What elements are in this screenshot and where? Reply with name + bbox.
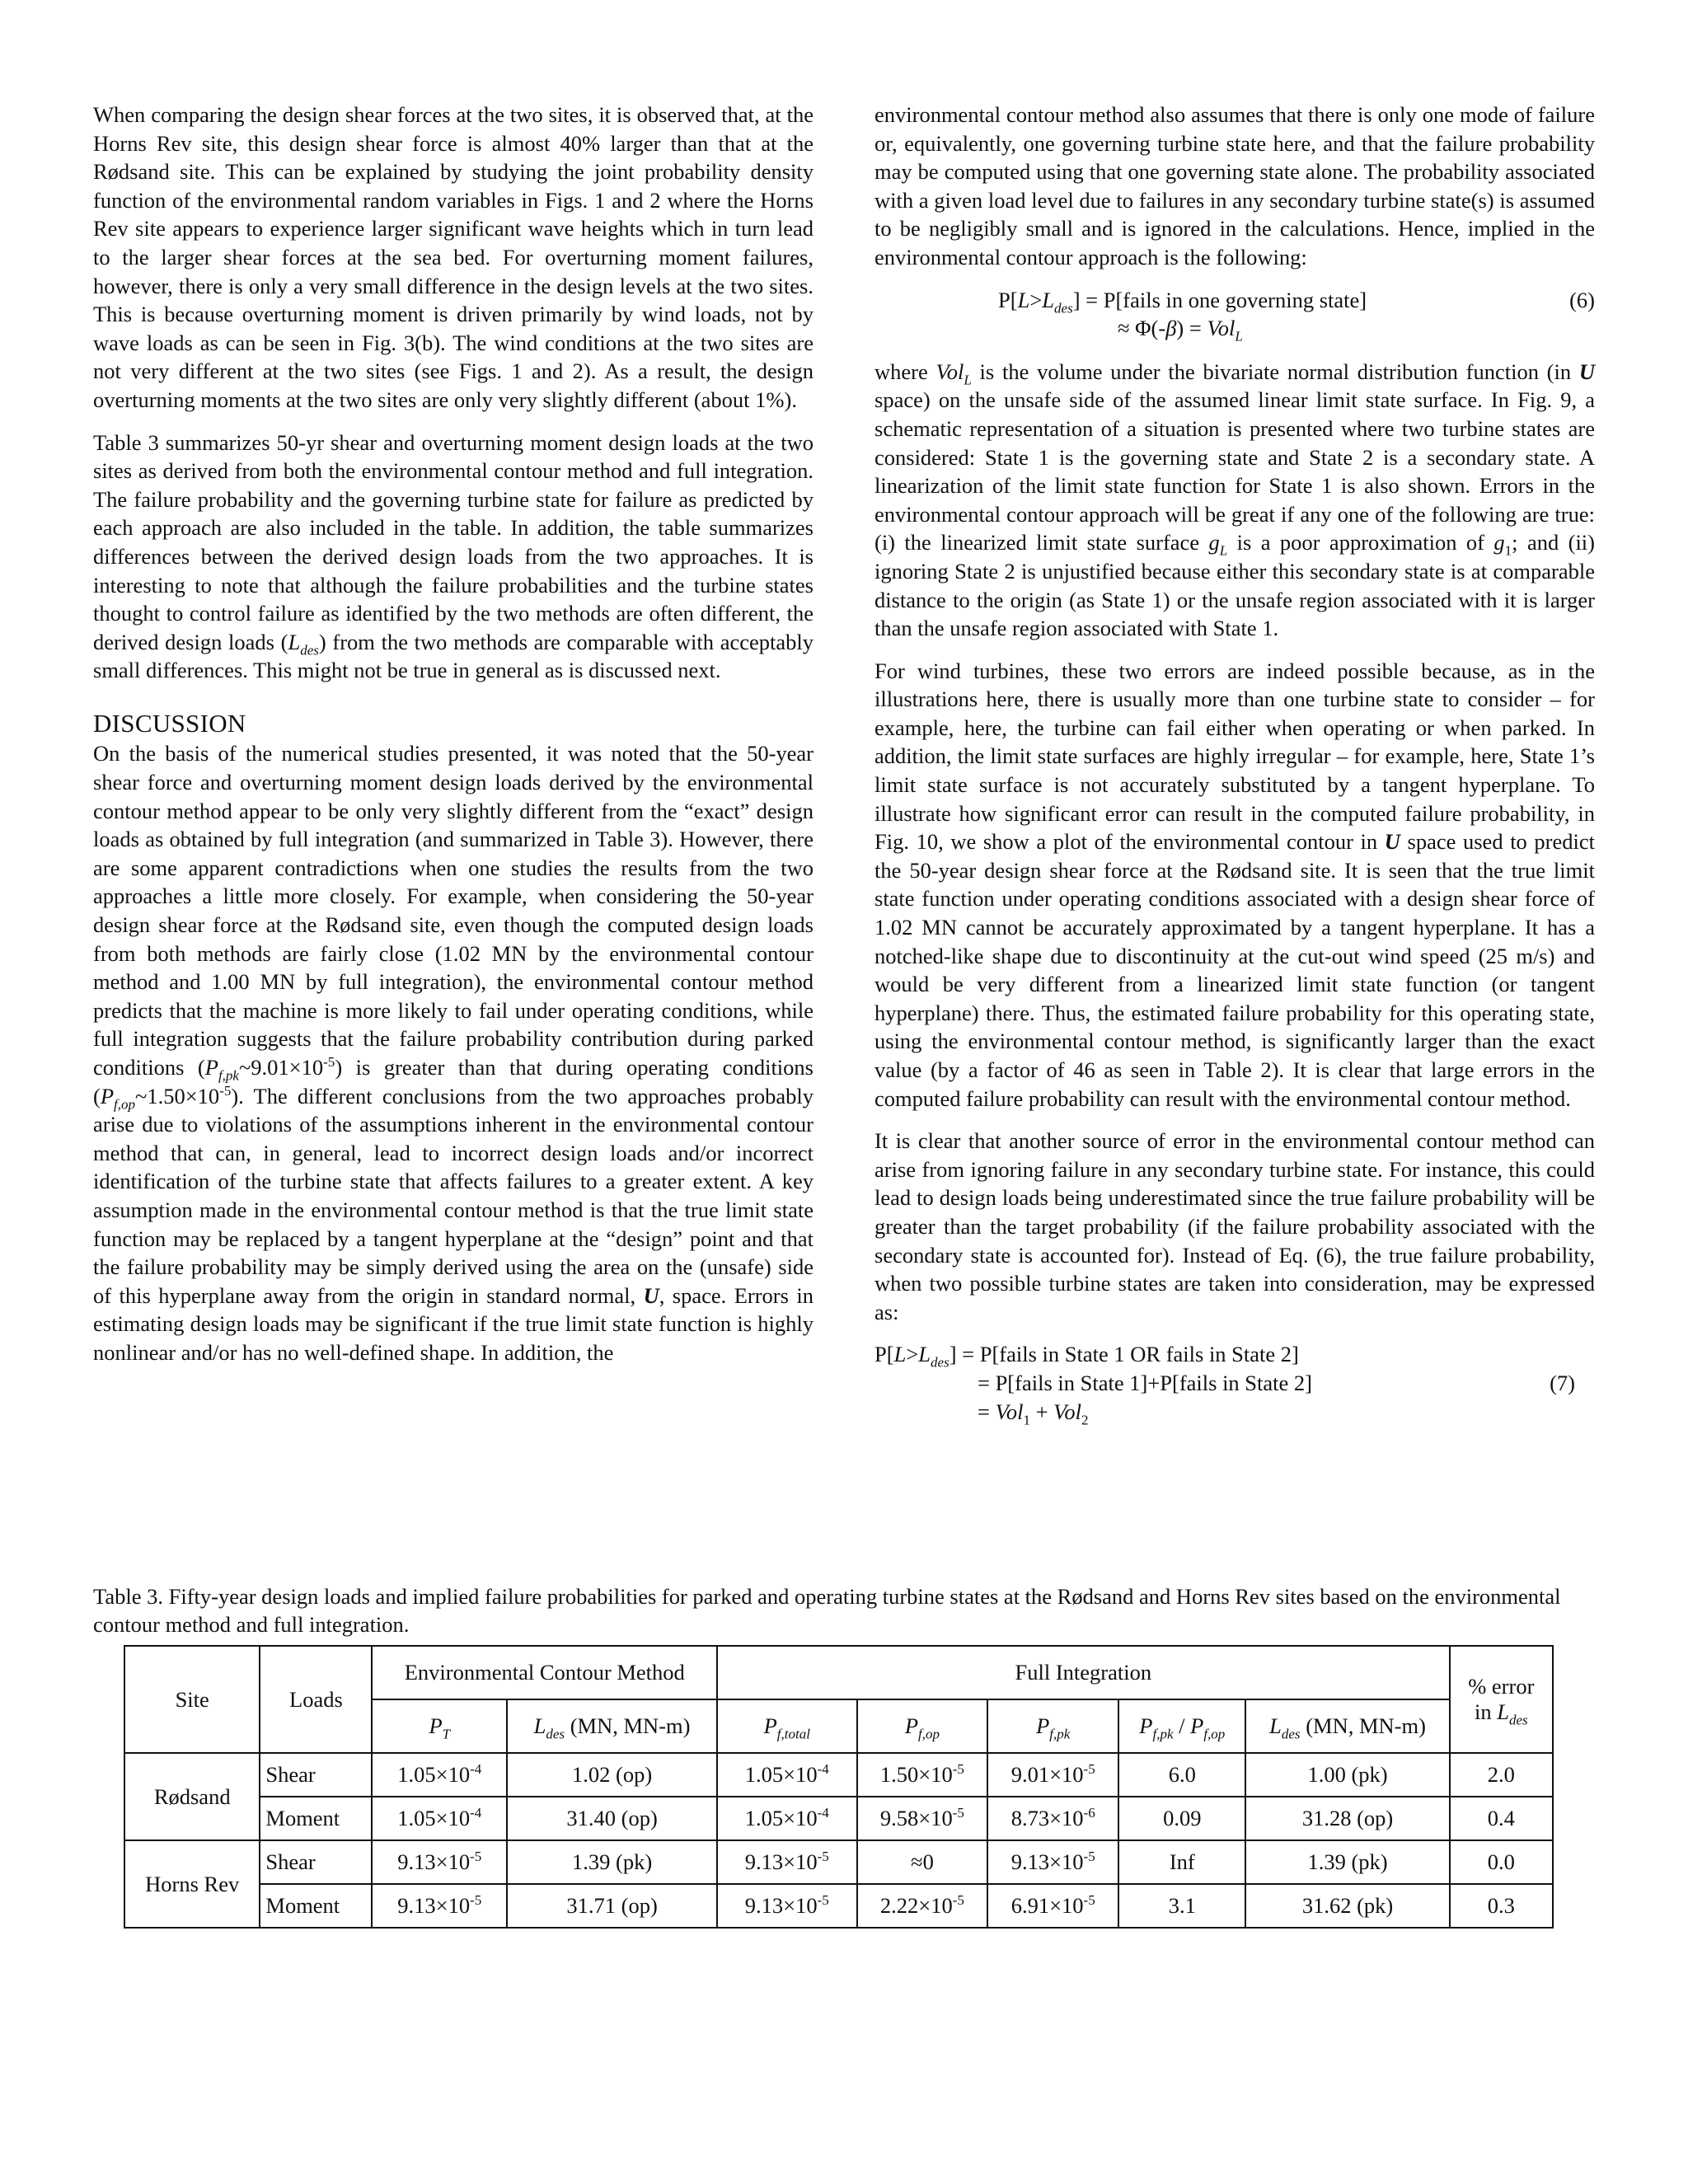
cell-pf-op: $1.50\times 10^{-5}$: [857, 1753, 988, 1797]
cell-error: 0.0: [1450, 1840, 1553, 1884]
cell-pf-total: $1.05\times 10^{-4}$: [717, 1797, 857, 1840]
cell-load: Moment: [260, 1797, 372, 1840]
cell-pf-total: $9.13\times 10^{-5}$: [717, 1884, 857, 1928]
table-header-row: [124, 1646, 1553, 1699]
header-ldes-ecm: $L_{des}$ (MN, MN-m): [507, 1699, 717, 1753]
cell-site: Rødsand: [124, 1753, 260, 1840]
section-heading-discussion: DISCUSSION: [93, 708, 246, 738]
header-pf-pk: $P_{f,pk}$: [987, 1699, 1118, 1753]
cell-ldes-ecm: 31.40 (op): [507, 1797, 717, 1840]
table3-caption: Table 3. Fifty-year design loads and implied failure probabilities for parked and operating turbine states at the Rødsand and Horns Rev sites based on the environmental contour method and full integration.: [93, 1584, 1561, 1637]
cell-pf-op: ≈0: [857, 1840, 988, 1884]
table-row: [124, 1840, 1553, 1884]
cell-error: 0.4: [1450, 1797, 1553, 1840]
cell-pt: $1.05\times 10^{-4}$: [372, 1753, 507, 1797]
cell-pf-total: $9.13\times 10^{-5}$: [717, 1840, 857, 1884]
right-column: [874, 101, 1595, 1441]
equation-7: $P[L>L_{des}]$ = P[fails in State 1 OR fails in State 2] = P[fails in State 1]+P[fails in State 2] = Vol$_1$ + Vol$_2$ (7): [874, 1342, 1575, 1427]
cell-error: 0.3: [1450, 1884, 1553, 1928]
cell-ratio: Inf: [1118, 1840, 1245, 1884]
paragraph-design-shear-comparison: When comparing the design shear forces at the two sites, it is observed that, at the Horns Rev site, this design shear force is almost 40% larger than that at the Rødsand site. This can be explained by studying the joint probability density function of the environmental random variables in Figs. 1 and 2 where the Horns Rev site appears to experience larger significant wave heights which in turn lead to the larger shear forces at the sea bed. For overturning moment failures, however, there is only a very small difference in the design levels at the two sites. This is because overturning moment is driven primarily by wind loads, not by wave loads as can be seen in Fig. 3(b). The wind conditions at the two sites are not very different at the two sites (see Figs. 1 and 2). As a result, the design overturning moments at the two sites are only very slightly different (about 1%).: [93, 102, 814, 412]
table-row: [124, 1797, 1553, 1840]
cell-load: Moment: [260, 1884, 372, 1928]
cell-ldes-fi: 31.28 (op): [1245, 1797, 1449, 1840]
cell-load: Shear: [260, 1753, 372, 1797]
equation-number: (6): [1569, 287, 1595, 312]
cell-pf-pk: $8.73\times 10^{-6}$: [987, 1797, 1118, 1840]
paragraph-secondary-state: It is clear that another source of error in the environmental contour method can arise from ignoring failure in any secondary turbine state. For instance, this could lead to design loads being underestimated since the true failure probability will be greater than the target probability (if the failure probability associated with the secondary state is accounted for). Instead of Eq. (6), the true failure probability, when two possible turbine states are taken into consideration, may be expressed as:: [874, 1128, 1595, 1324]
cell-ldes-fi: 1.00 (pk): [1245, 1753, 1449, 1797]
cell-ldes-ecm: 1.02 (op): [507, 1753, 717, 1797]
header-ldes-fi: $L_{des}$ (MN, MN-m): [1245, 1699, 1449, 1753]
header-pf-total: $P_{f,total}$: [717, 1699, 857, 1753]
cell-ldes-ecm: 1.39 (pk): [507, 1840, 717, 1884]
cell-ldes-ecm: 31.71 (op): [507, 1884, 717, 1928]
header-ecm: Environmental Contour Method: [372, 1646, 717, 1699]
paragraph-table3-summary: Table 3 summarizes 50-yr shear and overturning moment design loads at the two sites as derived from both the environmental contour method and full integration. The failure probability and the governing turbine state for failure as predicted by each approach are also included in the table. In addition, the table summarizes differences between the derived design loads from the two approaches. It is interesting to note that although the failure probabilities and the turbine states thought to control failure as identified by the two methods are often different, the derived design loads $(L_{des})$ from the two methods are comparable with acceptably small differences. This might not be true in general as is discussed next.: [93, 429, 814, 683]
cell-pf-pk: $9.01\times 10^{-5}$: [987, 1753, 1118, 1797]
table-row: [124, 1753, 1553, 1797]
cell-pf-pk: $9.13\times 10^{-5}$: [987, 1840, 1118, 1884]
paragraph-discussion: On the basis of the numerical studies presented, it was noted that the 50-year shear force and overturning moment design loads derived by the environmental contour method appear to be only very slightly different from the “exact” design loads as obtained by full integration (and summarized in Table 3). However, there are some apparent contradictions when one studies the results from the two approaches a little more closely. For example, when considering the 50-year design shear force at the Rødsand site, even though the computed design loads from both methods are fairly close (1.02 MN by the environmental contour method and 1.00 MN by full integration), the environmental contour method predicts that the machine is more likely to fail under operating conditions, while full integration suggests that the failure probability contribution during parked conditions $(P_{f,pk}\sim 9.01\times 10^{-5})$ is greater than that during operating conditions $(P_{f,op}\sim 1.50\times 10^{-5})$. The different conclusions from the two approaches probably arise due to violations of the assumptions inherent in the environmental contour method that can, in general, lead to incorrect design loads and/or incorrect identification of the turbine state that affects failures to a greater extent. A key assumption made in the environmental contour method is that the true limit state function may be replaced by a tangent hyperplane at the “design” point and that the failure probability may be simply derived using the area on the (unsafe) side of this hyperplane away from the origin in standard normal, U, space. Errors in estimating design loads may be significant if the true limit state function is highly nonlinear and/or has no well-defined shape. In addition, the: [93, 741, 814, 1365]
cell-pf-total: $1.05\times 10^{-4}$: [717, 1753, 857, 1797]
cell-load: Shear: [260, 1840, 372, 1884]
cell-ratio: 0.09: [1118, 1797, 1245, 1840]
header-site: Site: [124, 1646, 260, 1753]
header-loads: Loads: [260, 1646, 372, 1753]
equation-6: $P[L>L_{des}]$ = P[fails in one governing state] ≈ Φ(-β) = Vol$_L$ (6): [998, 287, 1595, 344]
header-ratio: $P_{f,pk} / P_{f,op}$: [1118, 1699, 1245, 1753]
table-row: [124, 1884, 1553, 1928]
cell-ratio: 3.1: [1118, 1884, 1245, 1928]
left-column: [93, 101, 814, 1381]
cell-ldes-fi: 31.62 (pk): [1245, 1884, 1449, 1928]
cell-pf-op: $2.22\times 10^{-5}$: [857, 1884, 988, 1928]
cell-pt: $1.05\times 10^{-4}$: [372, 1797, 507, 1840]
table3: [124, 1645, 1554, 1929]
cell-pt: $9.13\times 10^{-5}$: [372, 1884, 507, 1928]
cell-ratio: 6.0: [1118, 1753, 1245, 1797]
equation-number: (7): [1550, 1371, 1575, 1396]
paragraph-vol-definition: where Vol$_L$ is the volume under the bivariate normal distribution function (in U space) on the unsafe side of the assumed linear limit state surface. In Fig. 9, a schematic representation of a situation is presented where two turbine states are considered: State 1 is the governing state and State 2 is a secondary state. A linearization of the limit state function for State 1 is also shown. Errors in the environmental contour approach will be great if any one of the following are true: (i) the linearized limit state surface $g_L$ is a poor approximation of $g_1$; and (ii) ignoring State 2 is unjustified because either this secondary state is at comparable distance to the origin (as State 1) or the unsafe region associated with it is larger than the unsafe region associated with State 1.: [874, 359, 1595, 641]
header-full-integration: Full Integration: [717, 1646, 1450, 1699]
paragraph-contour-assumption: environmental contour method also assumes that there is only one mode of failure or, equivalently, one governing turbine state here, and that the failure probability may be computed using that one governing state alone. The probability associated with a given load level due to failures in any secondary turbine state(s) is assumed to be negligibly small and is ignored in the calculations. Hence, implied in the environmental contour approach is the following:: [874, 102, 1595, 269]
cell-pf-op: $9.58\times 10^{-5}$: [857, 1797, 988, 1840]
cell-ldes-fi: 1.39 (pk): [1245, 1840, 1449, 1884]
cell-error: 2.0: [1450, 1753, 1553, 1797]
cell-pf-pk: $6.91\times 10^{-5}$: [987, 1884, 1118, 1928]
header-pt: $P_T$: [372, 1699, 507, 1753]
cell-pt: $9.13\times 10^{-5}$: [372, 1840, 507, 1884]
paragraph-wind-turbine-errors: For wind turbines, these two errors are indeed possible because, as in the illustrations here, there is usually more than one turbine state to consider – for example, here, the turbine can fail either when operating or when parked. In addition, the limit state surfaces are highly irregular – for example, here, State 1’s limit state surface is not accurately substituted by a tangent hyperplane. To illustrate how significant error can result in the computed failure probability, in Fig. 10, we show a plot of the environmental contour in U space used to predict the 50-year design shear force at the Rødsand site. It is seen that the true limit state function under operating conditions associated with a design shear force of 1.02 MN cannot be accurately approximated by a tangent hyperplane. It has a notched-like shape due to discontinuity at the cut-out wind speed (25 m/s) and would be very different from a linearized limit state function (or tangent hyperplane) there. Thus, the estimated failure probability for this operating state, using the environmental contour method, is significantly larger than the exact value (by a factor of 46 as seen in Table 2). It is clear that large errors in the computed failure probability can result with the environmental contour method.: [874, 658, 1595, 1111]
header-percent-error: % error in $L_{des}$: [1450, 1646, 1553, 1753]
header-pf-op: $P_{f,op}$: [857, 1699, 988, 1753]
cell-site: Horns Rev: [124, 1840, 260, 1928]
